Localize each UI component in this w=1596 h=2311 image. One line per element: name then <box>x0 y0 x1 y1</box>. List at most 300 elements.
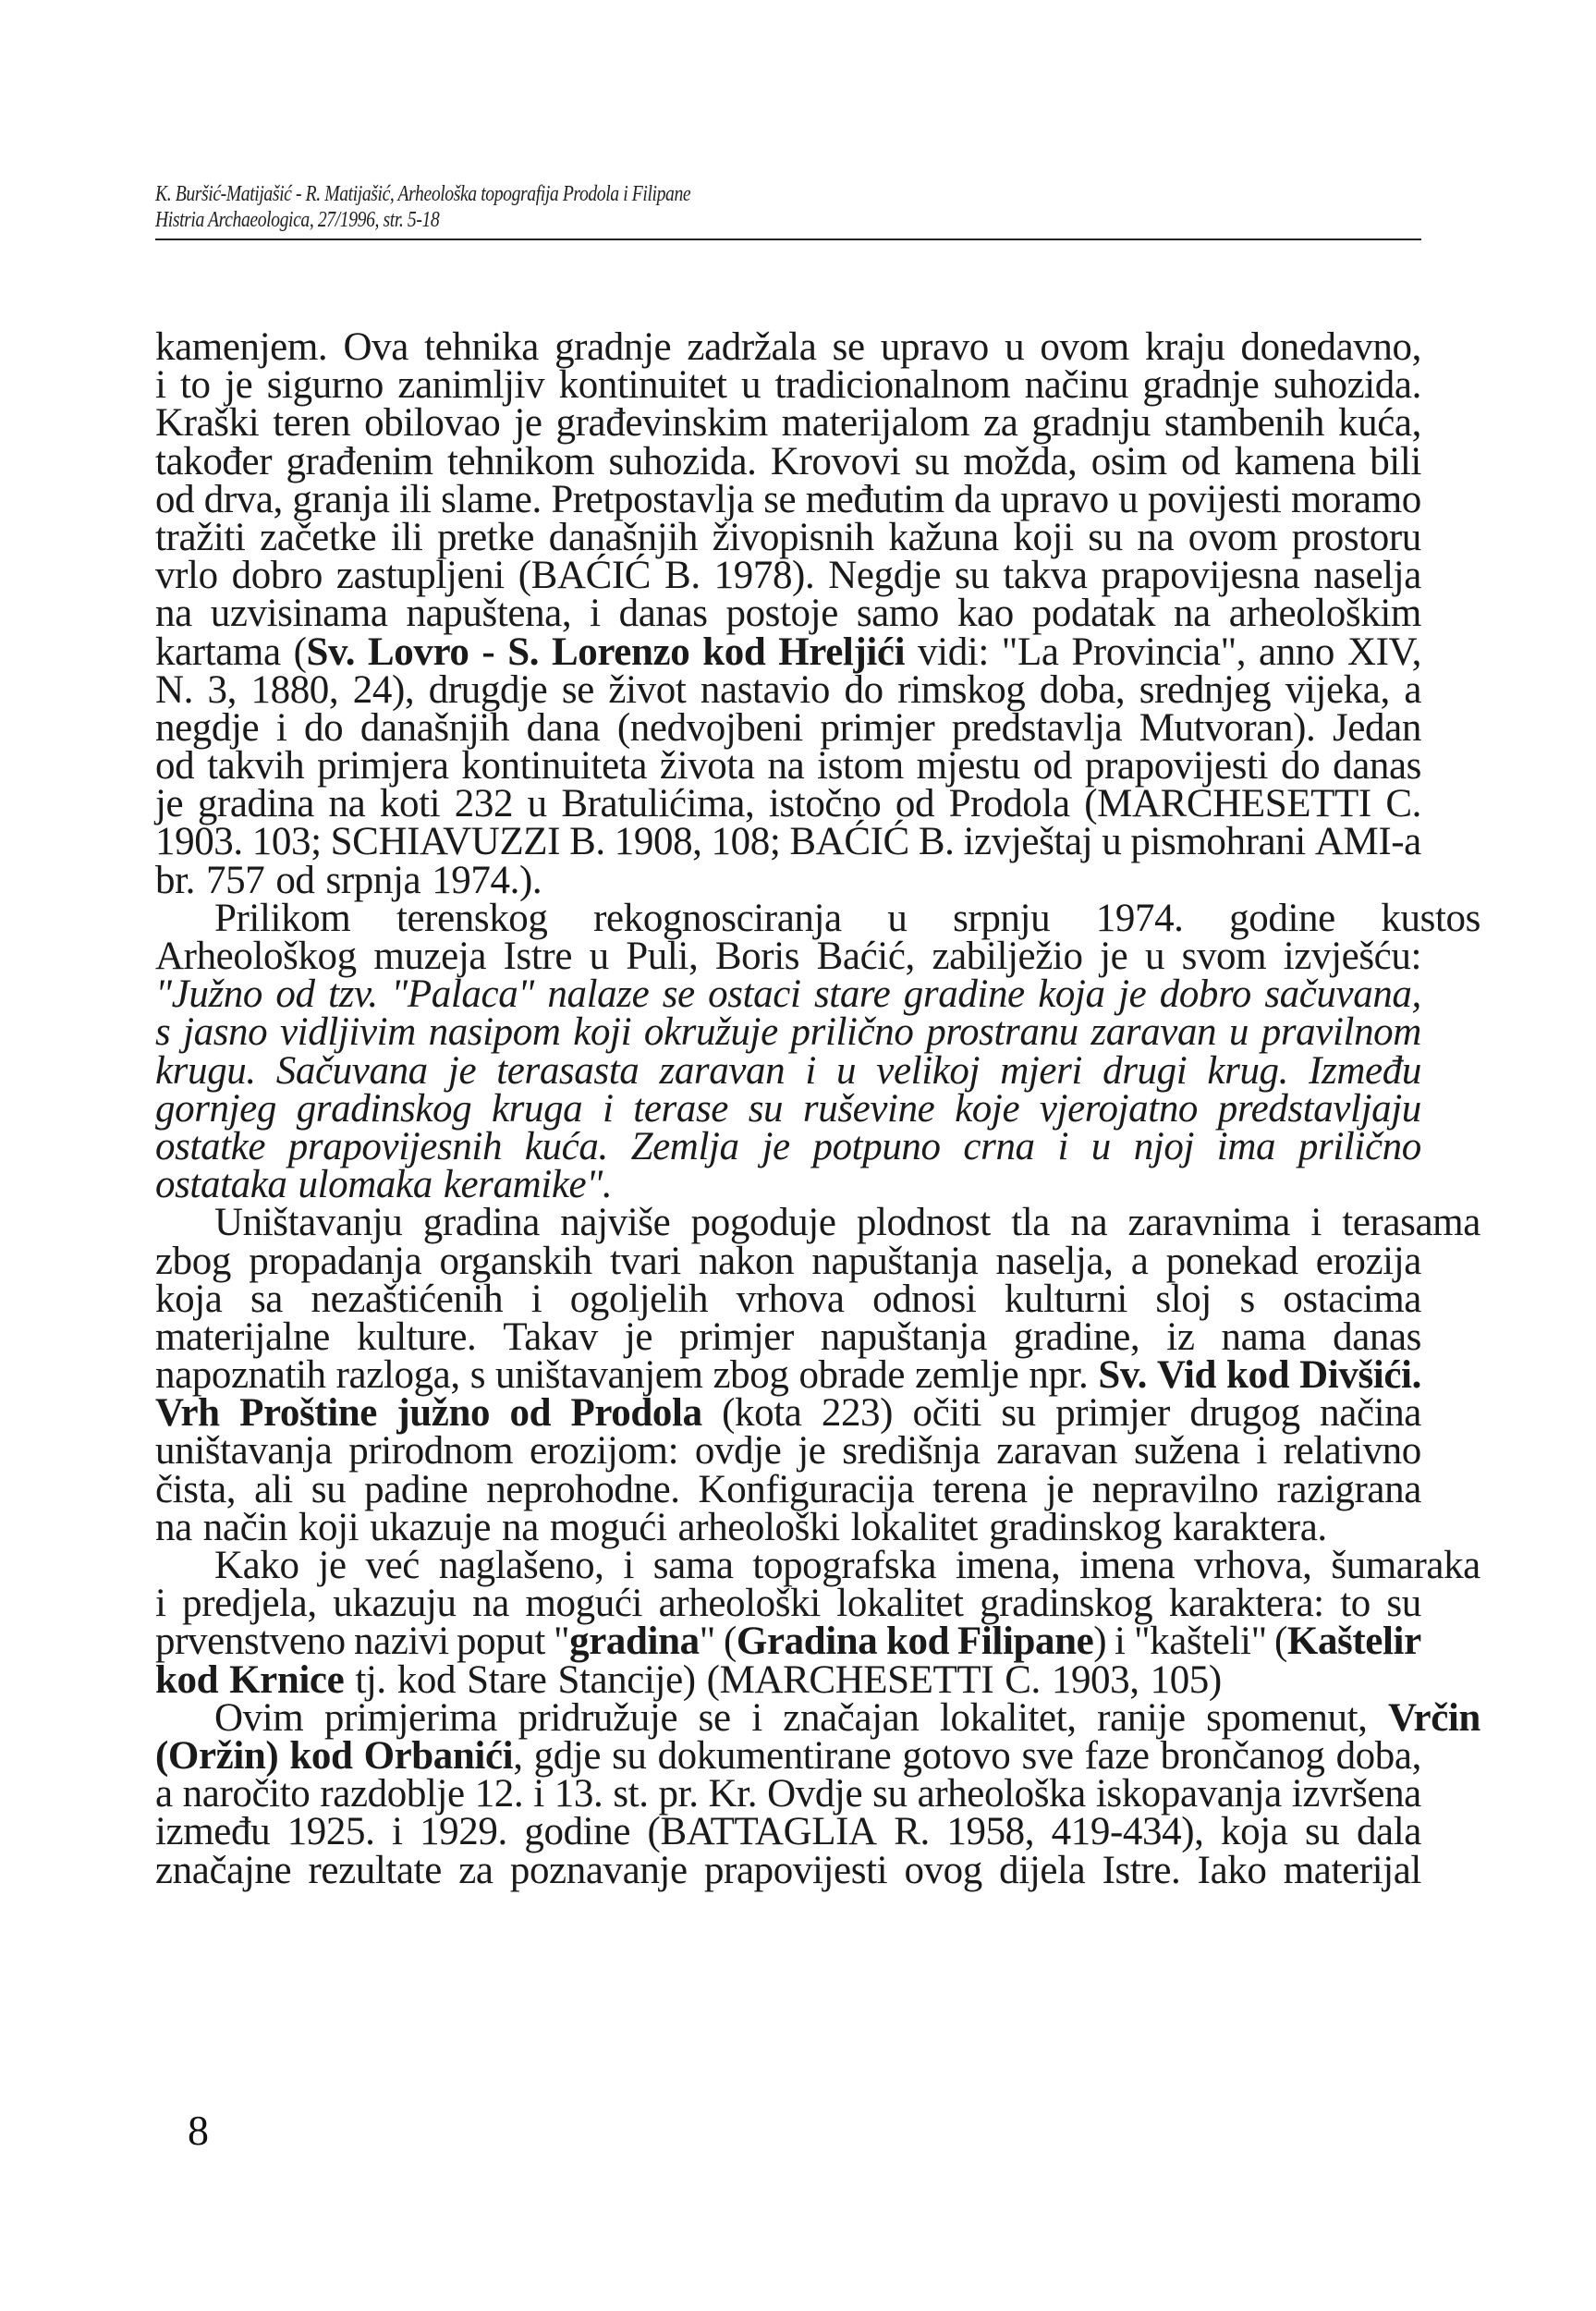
word: Krovovi <box>770 439 901 483</box>
word: građenim <box>286 439 433 483</box>
word: crna <box>963 1124 1035 1168</box>
text-line <box>155 1163 1421 1207</box>
word: možda, <box>963 439 1078 483</box>
word: za <box>983 401 1018 446</box>
text-line <box>155 935 1421 978</box>
word: materijal <box>1283 1848 1421 1892</box>
word: 108; <box>711 820 781 864</box>
word: Vrh <box>155 1391 220 1436</box>
word: u <box>527 782 547 826</box>
word: postoje <box>725 592 838 636</box>
word: njoj <box>1133 1124 1194 1168</box>
word: relativno <box>1283 1429 1421 1473</box>
word: i <box>590 592 601 636</box>
word: nezaštićenih <box>311 1277 504 1321</box>
word: kod <box>885 1620 949 1664</box>
word: 1978). <box>713 554 815 598</box>
word: koji <box>298 1505 359 1549</box>
word: ogoljelih <box>569 1277 709 1321</box>
word: mogući <box>549 1505 667 1549</box>
word: ostacima <box>1283 1277 1421 1321</box>
word: danas <box>1333 744 1421 789</box>
word: Prodola <box>570 1391 702 1436</box>
word: sigurno <box>266 363 384 408</box>
word: R. <box>894 1810 930 1854</box>
word: uništavanjem <box>495 1353 703 1398</box>
word: kod <box>702 630 766 674</box>
word: terasasta <box>496 1048 640 1093</box>
word: pridružuje <box>518 1695 678 1740</box>
word: zaravan <box>659 1048 786 1093</box>
word: i <box>603 1086 614 1131</box>
word: odnosi <box>872 1277 977 1321</box>
word: srednjeg <box>1139 667 1272 712</box>
word: naselja, <box>995 1239 1114 1283</box>
word: jasno <box>183 1010 268 1055</box>
word: sama <box>652 1544 734 1587</box>
word: "gradina" <box>554 1620 716 1664</box>
word: je <box>155 782 184 826</box>
word: u <box>1144 935 1165 978</box>
word: Prilikom <box>214 896 351 940</box>
word: s <box>1239 1277 1255 1321</box>
word: (Gradina <box>724 1620 878 1664</box>
word: predstavlja <box>951 705 1123 750</box>
word: 1908, <box>614 820 702 864</box>
word: zaravan <box>996 1429 1118 1473</box>
word: (Sv. <box>293 630 356 674</box>
word: kamenjem. <box>155 325 328 369</box>
word: Filipane) <box>956 1620 1106 1664</box>
word: nalaze <box>547 972 650 1017</box>
word: i <box>623 1544 634 1587</box>
word: bili <box>1370 439 1421 483</box>
text-line <box>155 744 1421 789</box>
word: zemlje <box>915 1353 1019 1398</box>
word: mjestu <box>916 744 1020 789</box>
word: živopisnih <box>712 515 874 559</box>
word: suhozida. <box>608 439 757 483</box>
word: 1929. <box>420 1810 507 1854</box>
word: tehnikom <box>446 439 595 483</box>
word: muzeja <box>373 935 487 978</box>
word: na <box>1070 1201 1108 1245</box>
word: kod <box>1226 1353 1290 1398</box>
word: imena, <box>955 1544 1061 1587</box>
word: kuća, <box>1338 401 1421 446</box>
text-line <box>155 858 1421 902</box>
word: su <box>1304 1810 1340 1854</box>
text-line <box>155 1353 1421 1398</box>
text-line <box>155 1695 1480 1740</box>
word: koji <box>1013 515 1074 559</box>
word: primjer <box>1055 1391 1170 1436</box>
word: današnjih <box>548 515 698 559</box>
word: zadržala <box>687 325 817 369</box>
word: lokalitet, <box>939 1695 1077 1740</box>
word: teren <box>273 401 351 446</box>
word: prapovijesnih <box>287 1124 503 1168</box>
word: gradnje <box>554 325 672 369</box>
word: Mutvoran). <box>1139 705 1316 750</box>
word: također <box>155 439 273 483</box>
text-line <box>155 1086 1421 1131</box>
word: arheološkim <box>1228 592 1421 636</box>
word: su <box>311 1467 347 1511</box>
text-line <box>155 1544 1480 1587</box>
word: povijesti <box>1147 477 1282 521</box>
word: B. <box>664 554 701 598</box>
word: Konfiguracija <box>698 1467 915 1511</box>
running-header <box>155 181 1421 233</box>
word: u <box>1118 477 1139 521</box>
word: način <box>202 1505 287 1549</box>
word: u <box>887 896 908 940</box>
word: 24), <box>352 667 415 712</box>
word: nazivi <box>353 1620 449 1664</box>
word: rekognosciranja <box>593 896 842 940</box>
word: Lovro <box>368 630 469 674</box>
text-line <box>155 1124 1421 1168</box>
word: tvari <box>610 1239 681 1283</box>
word: zaravan <box>1090 1010 1217 1055</box>
word: kruga <box>491 1086 583 1131</box>
word: Negdje <box>828 554 942 598</box>
word: ruševine <box>802 1086 935 1131</box>
word: Vrčin <box>1388 1695 1480 1740</box>
text-line <box>155 1848 1421 1892</box>
word: i <box>530 1277 542 1321</box>
word: sužena <box>1133 1429 1240 1473</box>
word: tražiti <box>155 515 246 559</box>
word: koja <box>1221 1810 1288 1854</box>
word: prapovijesti <box>1084 744 1269 789</box>
word: Puli, <box>626 935 699 978</box>
word: nama <box>1221 1314 1307 1359</box>
word: je <box>1045 1467 1074 1511</box>
word: (MARCHESETTI <box>1084 782 1371 826</box>
word: koti <box>379 782 441 826</box>
word: ima <box>1216 1124 1276 1168</box>
word: kontinuiteta <box>461 744 648 789</box>
word: zbog <box>713 1353 789 1398</box>
word: "La <box>1001 630 1059 674</box>
word: od <box>509 1391 552 1436</box>
word: rimskog <box>897 667 1026 712</box>
word: takvih <box>207 744 305 789</box>
word: je <box>225 363 253 408</box>
word: arheološki <box>677 1505 840 1549</box>
word: ostatke <box>155 1124 265 1168</box>
word: istom <box>817 744 904 789</box>
text-line <box>155 515 1421 559</box>
word: je <box>514 401 542 446</box>
word: brončanog <box>1160 1733 1325 1778</box>
word: svom <box>1181 935 1267 978</box>
word: nepravilno <box>1091 1467 1259 1511</box>
word: terase <box>633 1086 728 1131</box>
word: je <box>1118 972 1147 1017</box>
word: život <box>608 667 687 712</box>
word: sve <box>1021 1733 1074 1778</box>
word: središnja <box>842 1429 981 1473</box>
word: na <box>328 782 366 826</box>
word: s <box>155 1010 171 1055</box>
word: od <box>895 782 935 826</box>
text-line <box>155 592 1421 636</box>
word: napuštanja <box>811 1239 979 1283</box>
word: do <box>844 667 883 712</box>
word: se <box>662 972 695 1017</box>
word: Ovim <box>214 1695 304 1740</box>
word: prirodnom <box>348 1429 514 1473</box>
word: arheološka <box>917 1772 1086 1816</box>
word: drugi <box>1103 1048 1188 1093</box>
word: gradinskog <box>988 1505 1163 1549</box>
word: erozijom: <box>529 1429 679 1473</box>
text-line <box>155 667 1421 712</box>
word: B. <box>569 820 605 864</box>
word: do <box>1281 744 1321 789</box>
word: su <box>955 554 990 598</box>
word: doba, <box>1335 1733 1421 1778</box>
word: 232 <box>454 782 514 826</box>
word: ovog <box>904 1848 982 1892</box>
word: Iako <box>1197 1848 1267 1892</box>
text-line <box>155 705 1421 750</box>
text-line <box>155 896 1480 940</box>
word: na <box>155 592 192 636</box>
word: okružuje <box>643 1010 778 1055</box>
word: građevinskim <box>555 401 768 446</box>
word: kod <box>155 1657 219 1702</box>
word: vjerojatno <box>1039 1086 1199 1131</box>
word: N. <box>155 667 194 712</box>
word: u <box>1228 1010 1249 1055</box>
word: krugu. <box>155 1048 256 1093</box>
word: u <box>589 935 609 978</box>
word: ranije <box>1097 1695 1186 1740</box>
word: (BAĆIĆ <box>518 554 652 598</box>
word: kod <box>396 1657 457 1702</box>
word: koje <box>955 1086 1020 1131</box>
text-line <box>155 325 1421 369</box>
word: ili <box>390 515 423 559</box>
word: Ova <box>343 325 408 369</box>
word: ili <box>399 477 432 521</box>
word: (Oržin) <box>155 1733 279 1778</box>
word: ovom <box>1040 325 1129 369</box>
word: dana <box>526 705 601 750</box>
word: srpnja <box>325 858 421 902</box>
word: doba, <box>1039 667 1126 712</box>
word: ali <box>254 1467 293 1511</box>
word: gradina <box>197 782 314 826</box>
word: Arheološkog <box>155 935 357 978</box>
word: ovdje <box>694 1429 782 1473</box>
word: očiti <box>912 1391 981 1436</box>
text-line <box>155 782 1421 826</box>
word: Provincia", <box>1071 630 1247 674</box>
word: mogući <box>525 1582 643 1626</box>
body-text <box>155 325 1480 1892</box>
word: koji <box>573 1010 632 1055</box>
word: istočno <box>768 782 882 826</box>
word: C. <box>1005 1657 1041 1702</box>
word: obilovao <box>364 401 501 446</box>
word: prilično <box>790 1010 914 1055</box>
word: uništavanja <box>155 1429 333 1473</box>
word: (BATTAGLIA <box>647 1810 877 1854</box>
word: kontinuitet <box>558 363 727 408</box>
word: na <box>472 1582 509 1626</box>
word: "kašteli" <box>1133 1620 1267 1664</box>
word: "Palaca" <box>391 972 534 1017</box>
word: je <box>1100 935 1128 978</box>
word: kamena <box>1234 439 1356 483</box>
word: 1903. <box>155 820 243 864</box>
word: primjer <box>820 705 935 750</box>
word: kraju <box>1144 325 1225 369</box>
word: lokalitet <box>836 1582 964 1626</box>
word: Lorenzo <box>552 630 690 674</box>
word: (Kaštelir <box>1274 1620 1422 1664</box>
word: 1880, <box>250 667 339 712</box>
word: suhozida. <box>1273 363 1421 408</box>
word: (MARCHESETTI <box>706 1657 994 1702</box>
word: na <box>1137 515 1175 559</box>
word: osim <box>1090 439 1167 483</box>
word: ukazuju <box>333 1582 457 1626</box>
word: padine <box>364 1467 469 1511</box>
word: ovom <box>1188 515 1278 559</box>
word: ponekad <box>1165 1239 1298 1283</box>
word: izvještaj <box>963 820 1093 864</box>
word: pr. <box>658 1772 699 1816</box>
word: 223) <box>821 1391 894 1436</box>
word: arheološki <box>658 1582 821 1626</box>
word: to <box>179 363 211 408</box>
word: kulture. <box>357 1314 477 1359</box>
word: ulomaka <box>298 1163 433 1207</box>
word: je <box>798 1429 826 1473</box>
word: pismohrani <box>1130 820 1306 864</box>
word: samo <box>856 592 939 636</box>
word: kartama <box>155 630 281 674</box>
word: na <box>155 1505 192 1549</box>
word: Bratulićima, <box>561 782 755 826</box>
word: Baćić, <box>816 935 915 978</box>
word: godine <box>524 1810 631 1854</box>
word: plodnost <box>856 1201 991 1245</box>
word: poput <box>457 1620 546 1664</box>
word: u <box>836 1048 857 1093</box>
word: prvenstveno <box>155 1620 346 1664</box>
word: Krnice <box>229 1657 345 1702</box>
word: gradine, <box>1013 1314 1140 1359</box>
text-line <box>155 1657 1421 1702</box>
word: su <box>872 1772 908 1816</box>
word: se <box>698 1695 731 1740</box>
text-line <box>155 1429 1421 1473</box>
word: karaktera: <box>1168 1582 1324 1626</box>
text-line <box>155 1582 1421 1626</box>
word: stambenih <box>1163 401 1325 446</box>
text-line <box>155 1620 1422 1664</box>
word: i <box>155 1582 166 1626</box>
word: tj. <box>355 1657 386 1702</box>
word: Stare <box>467 1657 547 1702</box>
word: gdje <box>533 1733 602 1778</box>
word: anno <box>1259 630 1335 674</box>
word: naročito <box>182 1772 311 1816</box>
word: za <box>458 1848 493 1892</box>
word: lokalitet <box>850 1505 978 1549</box>
word: od <box>1181 439 1221 483</box>
word: zabilježio <box>932 935 1083 978</box>
word: nasipom <box>428 1010 561 1055</box>
word: danas <box>618 592 708 636</box>
text-line <box>155 1048 1421 1093</box>
text-line <box>155 401 1421 446</box>
word: Vid <box>1156 1353 1217 1398</box>
word: od <box>1032 744 1072 789</box>
word: faze <box>1084 1733 1150 1778</box>
word: 1958, <box>946 1810 1035 1854</box>
word: npr. <box>1029 1353 1089 1398</box>
word: su <box>1088 515 1123 559</box>
word: gradnju <box>1031 401 1151 446</box>
word: razloga, <box>335 1353 460 1398</box>
word: Boris <box>714 935 800 978</box>
word: podatak <box>1031 592 1156 636</box>
word: obrade <box>798 1353 906 1398</box>
word: propadanja <box>249 1239 422 1283</box>
text-line <box>155 477 1421 521</box>
word: napoznatih <box>155 1353 326 1398</box>
text-line <box>155 363 1421 408</box>
word: Zemlja <box>630 1124 739 1168</box>
word: nakon <box>699 1239 795 1283</box>
word: takva <box>1003 554 1088 598</box>
word: gradinskog <box>980 1582 1153 1626</box>
word: dobro <box>231 554 323 598</box>
word: da <box>954 477 992 521</box>
word: začetke <box>260 515 377 559</box>
word: su <box>612 1733 647 1778</box>
word: gornjeg <box>155 1086 276 1131</box>
word: "Južno <box>155 972 262 1017</box>
word: iskopavanja <box>1095 1772 1282 1816</box>
word: dokumentirane <box>657 1733 892 1778</box>
word: pogoduje <box>690 1201 836 1245</box>
word: značajne <box>155 1848 292 1892</box>
word: između <box>155 1810 271 1854</box>
word: krug. <box>1207 1048 1288 1093</box>
word: keramike". <box>443 1163 613 1207</box>
word: topografska <box>752 1544 937 1587</box>
word: nastavio <box>700 667 831 712</box>
text-line <box>155 1467 1421 1511</box>
word: Stancije) <box>557 1657 696 1702</box>
word: a <box>155 1772 173 1816</box>
word: iz <box>1166 1314 1195 1359</box>
word: kuća. <box>524 1124 608 1168</box>
word: vrhova, <box>1194 1544 1312 1587</box>
word: kod <box>289 1733 353 1778</box>
word: - <box>481 630 495 674</box>
word: (kota <box>722 1391 802 1436</box>
